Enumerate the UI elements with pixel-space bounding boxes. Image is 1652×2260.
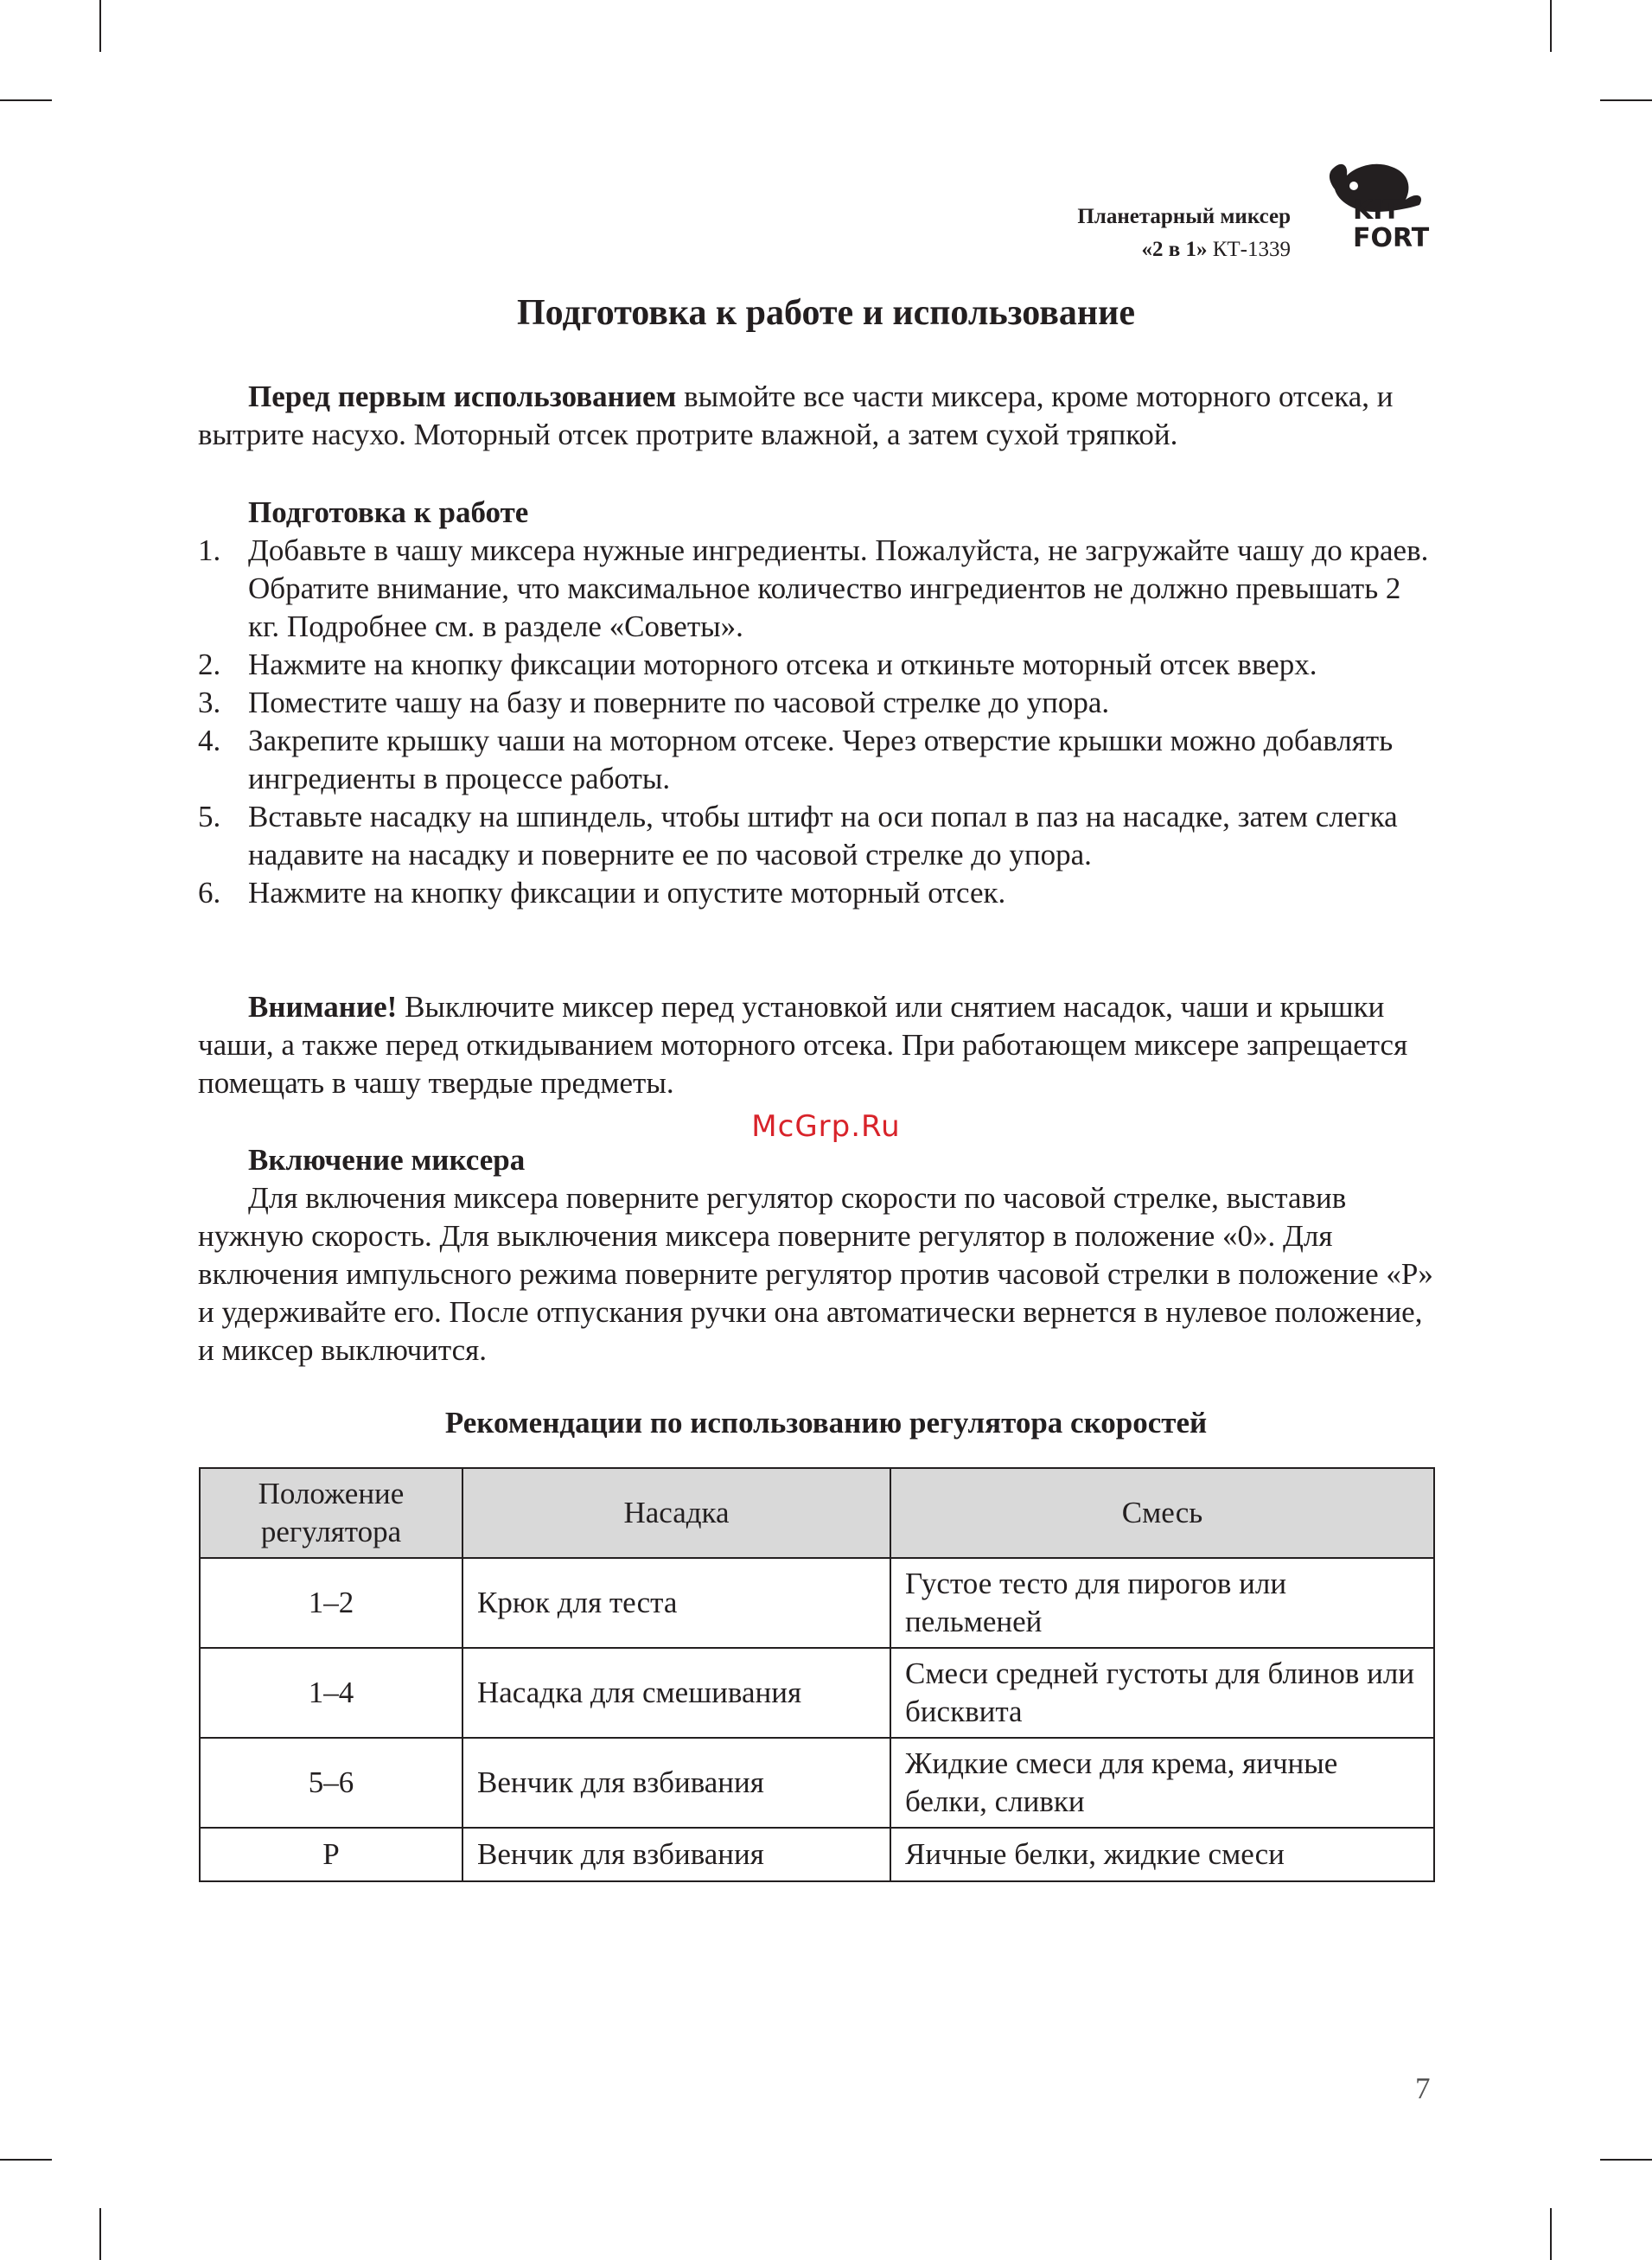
intro-bold: Перед первым использованием bbox=[248, 380, 677, 413]
logo-line-1: KIT bbox=[1353, 195, 1400, 226]
intro-paragraph bbox=[198, 378, 1434, 454]
list-item bbox=[198, 646, 1434, 684]
step-text: Нажмите на кнопку фиксации моторного отсека и откиньте моторный отсек вверх. bbox=[248, 648, 1317, 681]
product-header bbox=[1077, 201, 1291, 266]
table-cell: Насадка для смешивания bbox=[462, 1648, 890, 1738]
product-model-bold: «2 в 1» bbox=[1141, 238, 1208, 261]
crop-mark bbox=[99, 0, 101, 52]
logo-line-2: FORT bbox=[1353, 223, 1430, 253]
table-row bbox=[200, 1558, 1434, 1648]
step-number: 2. bbox=[198, 648, 221, 681]
table-cell: Венчик для взбивания bbox=[462, 1738, 890, 1828]
table-title: Рекомендации по использованию регулятора скоростей bbox=[444, 1406, 1208, 1440]
step-text: Нажмите на кнопку фиксации и опустите моторный отсек. bbox=[248, 876, 1006, 910]
table-cell: Яичные белки, жидкие смеси bbox=[890, 1828, 1434, 1881]
list-item bbox=[198, 722, 1434, 798]
table-cell: Жидкие смеси для крема, яичные белки, сливки bbox=[890, 1738, 1434, 1828]
table-row bbox=[200, 1648, 1434, 1738]
step-text: Поместите чашу на базу и поверните по часовой стрелке до упора. bbox=[248, 686, 1110, 719]
warning-bold: Внимание! bbox=[248, 990, 398, 1024]
crop-mark bbox=[1550, 0, 1552, 52]
step-number: 3. bbox=[198, 686, 221, 719]
page-title: Подготовка к работе и использование bbox=[517, 293, 1135, 333]
crop-mark bbox=[1600, 2159, 1652, 2161]
intro-text: вымойте все части миксера, кроме моторного отсека, и вытрите насухо. Моторный отсек протрите влажной, а затем сухой тряпкой. bbox=[198, 380, 1394, 451]
crop-mark bbox=[99, 2208, 101, 2260]
step-text: Вставьте насадку на шпиндель, чтобы штифт на оси попал в паз на насадке, затем слегка надавите на насадку и поверните ее по часовой стрелке до упора. bbox=[248, 800, 1398, 871]
preparation-heading: Подготовка к работе bbox=[248, 495, 529, 529]
switching-section bbox=[198, 1141, 1434, 1369]
list-item bbox=[198, 684, 1434, 722]
table-cell: Крюк для теста bbox=[462, 1558, 890, 1648]
table-cell: Венчик для взбивания bbox=[462, 1828, 890, 1881]
column-header: Смесь bbox=[890, 1468, 1434, 1558]
product-name: Планетарный миксер bbox=[1077, 205, 1291, 228]
step-number: 4. bbox=[198, 724, 221, 757]
switching-text: Для включения миксера поверните регулятор скорости по часовой стрелке, выставив нужную скорость. Для выключения миксера поверните регулятор в положение «0». Для включения импульсного режима поверните регулятор против часовой стрелки в положение «P» и удерживайте его. После отпускания ручки она автоматически вернется в нулевое положение, и миксер выключится. bbox=[198, 1181, 1433, 1367]
crop-mark bbox=[0, 2159, 52, 2161]
table-cell: 1–2 bbox=[200, 1558, 462, 1648]
speed-table bbox=[199, 1467, 1435, 1882]
crop-mark bbox=[0, 99, 52, 101]
column-header: Насадка bbox=[462, 1468, 890, 1558]
step-number: 6. bbox=[198, 876, 221, 910]
step-number: 5. bbox=[198, 800, 221, 833]
warning-text: Выключите миксер перед установкой или снятием насадок, чаши и крышки чаши, а также перед откидыванием моторного отсека. При работающем миксере запрещается помещать в чашу твердые предметы. bbox=[198, 990, 1408, 1100]
table-cell: Смеси средней густоты для блинов или бисквита bbox=[890, 1648, 1434, 1738]
table-header-row bbox=[200, 1468, 1434, 1558]
preparation-steps bbox=[198, 532, 1434, 912]
table-cell: Густое тесто для пирогов или пельменей bbox=[890, 1558, 1434, 1648]
table-cell: 5–6 bbox=[200, 1738, 462, 1828]
column-header: Положение регулятора bbox=[200, 1468, 462, 1558]
watermark: McGrp.Ru bbox=[751, 1109, 901, 1144]
list-item bbox=[198, 874, 1434, 912]
list-item bbox=[198, 798, 1434, 874]
page-number: 7 bbox=[1415, 2072, 1431, 2105]
preparation-section bbox=[198, 494, 1434, 912]
switching-heading: Включение миксера bbox=[248, 1143, 526, 1177]
table-cell: 1–4 bbox=[200, 1648, 462, 1738]
warning-paragraph bbox=[198, 988, 1434, 1102]
table-cell: P bbox=[200, 1828, 462, 1881]
step-text: Закрепите крышку чаши на моторном отсеке. Через отверстие крышки можно добавлять ингредиенты в процессе работы. bbox=[248, 724, 1394, 795]
crop-mark bbox=[1600, 99, 1652, 101]
step-number: 1. bbox=[198, 533, 221, 567]
kitfort-logo-text bbox=[1353, 197, 1429, 252]
crop-mark bbox=[1550, 2208, 1552, 2260]
table-row bbox=[200, 1828, 1434, 1881]
product-model: КТ-1339 bbox=[1212, 238, 1291, 261]
table-row bbox=[200, 1738, 1434, 1828]
list-item bbox=[198, 532, 1434, 646]
step-text: Добавьте в чашу миксера нужные ингредиенты. Пожалуйста, не загружайте чашу до краев. Обратите внимание, что максимальное количество ингредиентов не должно превышать 2 кг. Подробнее см. в разделе «Советы». bbox=[248, 533, 1429, 643]
